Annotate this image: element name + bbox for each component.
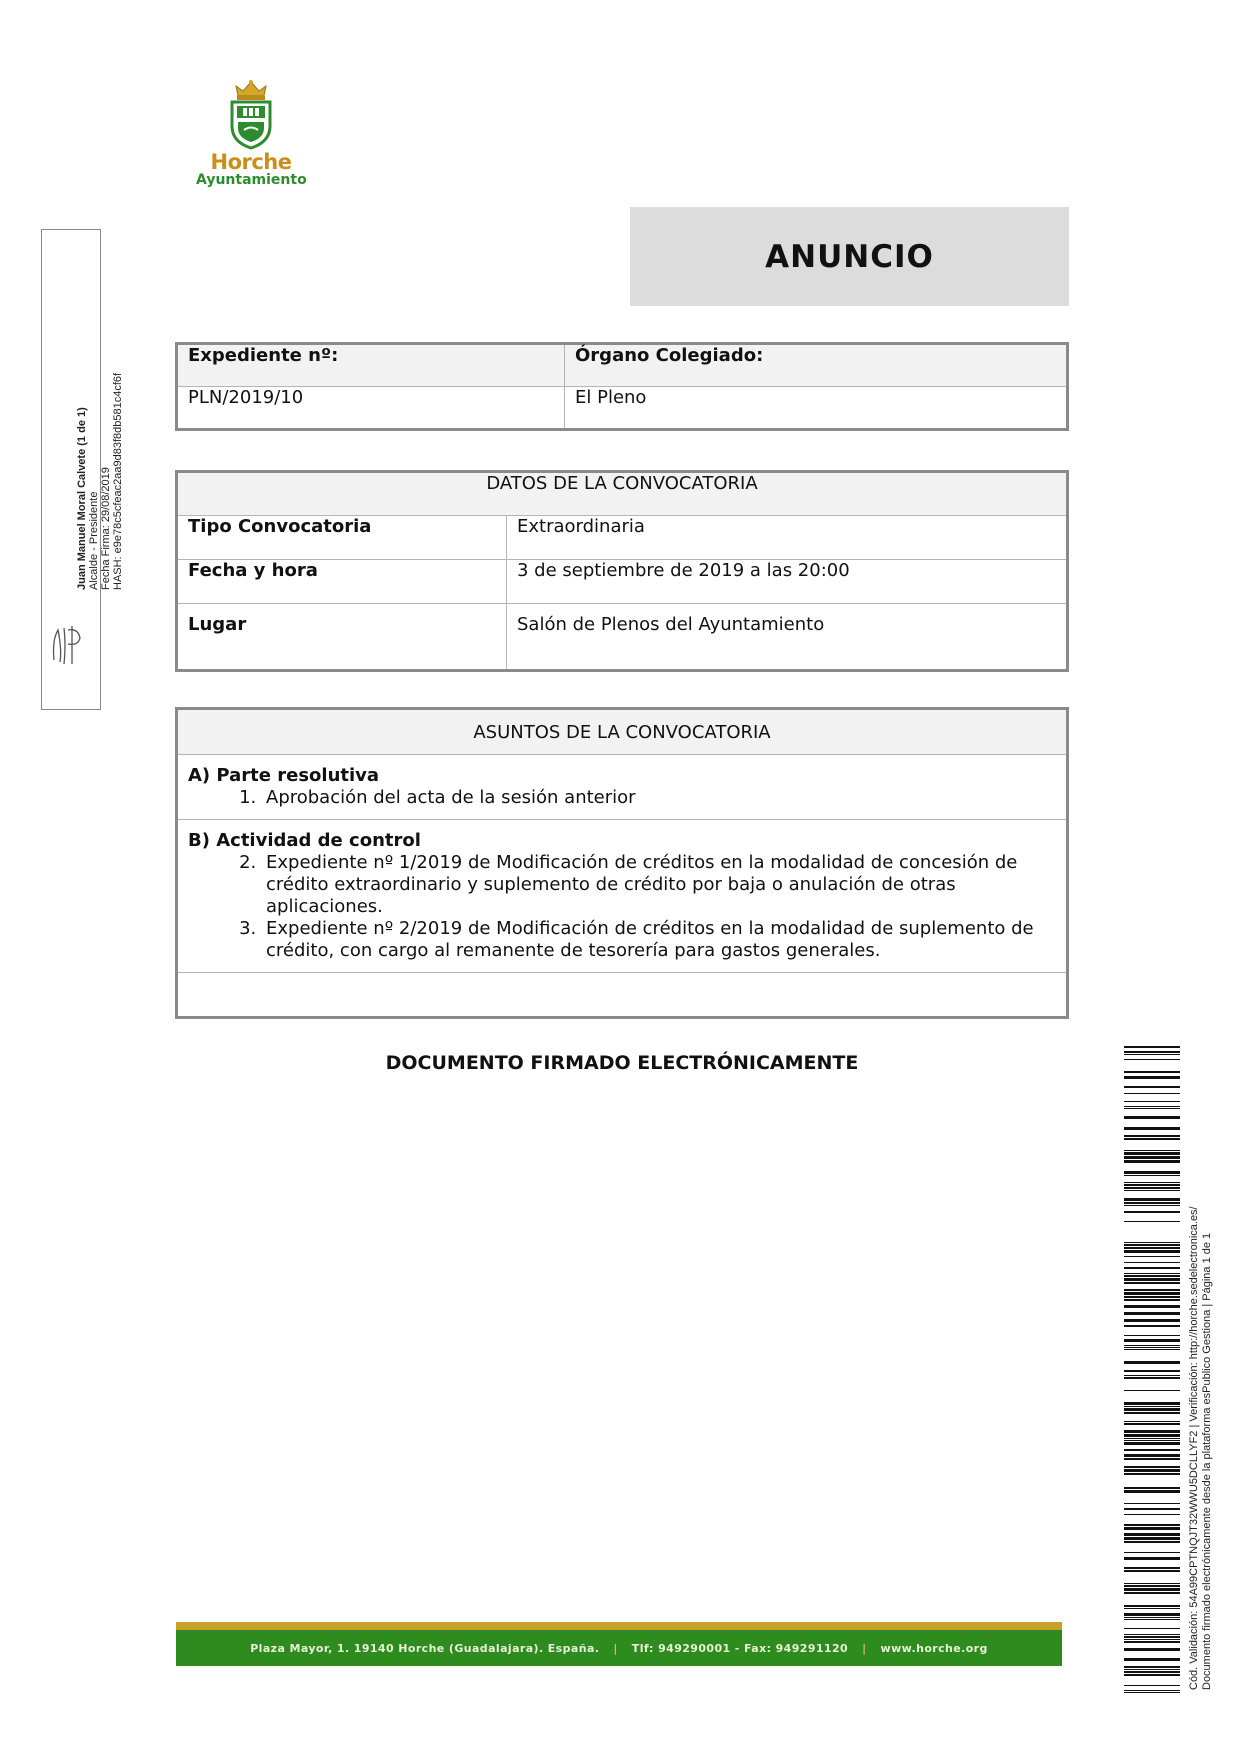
validation-line: Cód. Validación: 54A99CPTNQJT32WWU5DCLLYF2 | Verificación: http://horche.sedelectronica.es/	[1188, 1206, 1200, 1690]
asuntos-title: ASUNTOS DE LA CONVOCATORIA	[177, 709, 1068, 755]
signature-text	[76, 373, 124, 590]
table-row	[177, 604, 1068, 671]
part-a-cell	[177, 755, 1068, 820]
table-row	[177, 516, 1068, 560]
list-item: 3. Expediente nº 2/2019 de Modificación de créditos en la modalidad de suplemento de crédito, con cargo al remanente de tesorería para gastos generales.	[262, 918, 1056, 962]
list-item: 1. Aprobación del acta de la sesión anterior	[262, 787, 1056, 809]
handwritten-signature-icon	[48, 620, 90, 666]
row-label: Fecha y hora	[177, 560, 507, 604]
footer-web: www.horche.org	[880, 1641, 988, 1655]
footer-address: Plaza Mayor, 1. 19140 Horche (Guadalajara). España.	[250, 1641, 600, 1655]
convocatoria-title: DATOS DE LA CONVOCATORIA	[177, 472, 1068, 516]
asuntos-table	[175, 707, 1069, 1019]
footer-bar	[176, 1630, 1062, 1666]
expediente-value: PLN/2019/10	[177, 387, 565, 430]
logo-subtitle: Ayuntamiento	[196, 172, 307, 188]
footer-separator: |	[613, 1641, 618, 1655]
validation-line: Documento firmado electrónicamente desde la plataforma esPublico Gestiona | Página 1 de 1	[1201, 1232, 1213, 1690]
row-value: Salón de Plenos del Ayuntamiento	[507, 604, 1068, 671]
table-row	[177, 560, 1068, 604]
page-title: ANUNCIO	[630, 207, 1069, 306]
horche-logo	[196, 78, 306, 188]
coat-of-arms-icon	[228, 78, 274, 150]
convocatoria-table	[175, 470, 1069, 672]
logo-name: Horche	[210, 150, 292, 174]
part-a-title: A) Parte resolutiva	[188, 765, 380, 786]
row-value: 3 de septiembre de 2019 a las 20:00	[507, 560, 1068, 604]
signature-date: Fecha Firma: 29/08/2019	[100, 467, 112, 590]
part-b-cell	[177, 820, 1068, 973]
barcode-icon	[1124, 1046, 1180, 1694]
expediente-table	[175, 342, 1069, 431]
footer-gold-stripe	[176, 1622, 1062, 1630]
footer-phones: Tlf: 949290001 - Fax: 949291120	[631, 1641, 849, 1655]
signer-name: Juan Manuel Moral Calvete (1 de 1)	[76, 407, 88, 590]
signed-notice: DOCUMENTO FIRMADO ELECTRÓNICAMENTE	[385, 1052, 859, 1074]
validation-text	[1188, 1206, 1214, 1690]
row-value: Extraordinaria	[507, 516, 1068, 560]
expediente-label: Expediente nº:	[177, 344, 565, 387]
organo-value: El Pleno	[565, 387, 1068, 430]
row-label: Lugar	[177, 604, 507, 671]
list-item: 2. Expediente nº 1/2019 de Modificación de créditos en la modalidad de concesión de crédito extraordinario y suplemento de crédito por baja o anulación de otras aplicaciones.	[262, 852, 1056, 918]
empty-row	[177, 973, 1068, 1018]
organo-label: Órgano Colegiado:	[565, 344, 1068, 387]
row-label: Tipo Convocatoria	[177, 516, 507, 560]
signature-hash: HASH: e9e78c5cfeac2aa9d83f8db581c4cf6f	[112, 372, 124, 590]
footer-separator: |	[862, 1641, 867, 1655]
signer-role: Alcalde - Presidente	[88, 491, 100, 590]
part-b-title: B) Actividad de control	[188, 830, 421, 851]
